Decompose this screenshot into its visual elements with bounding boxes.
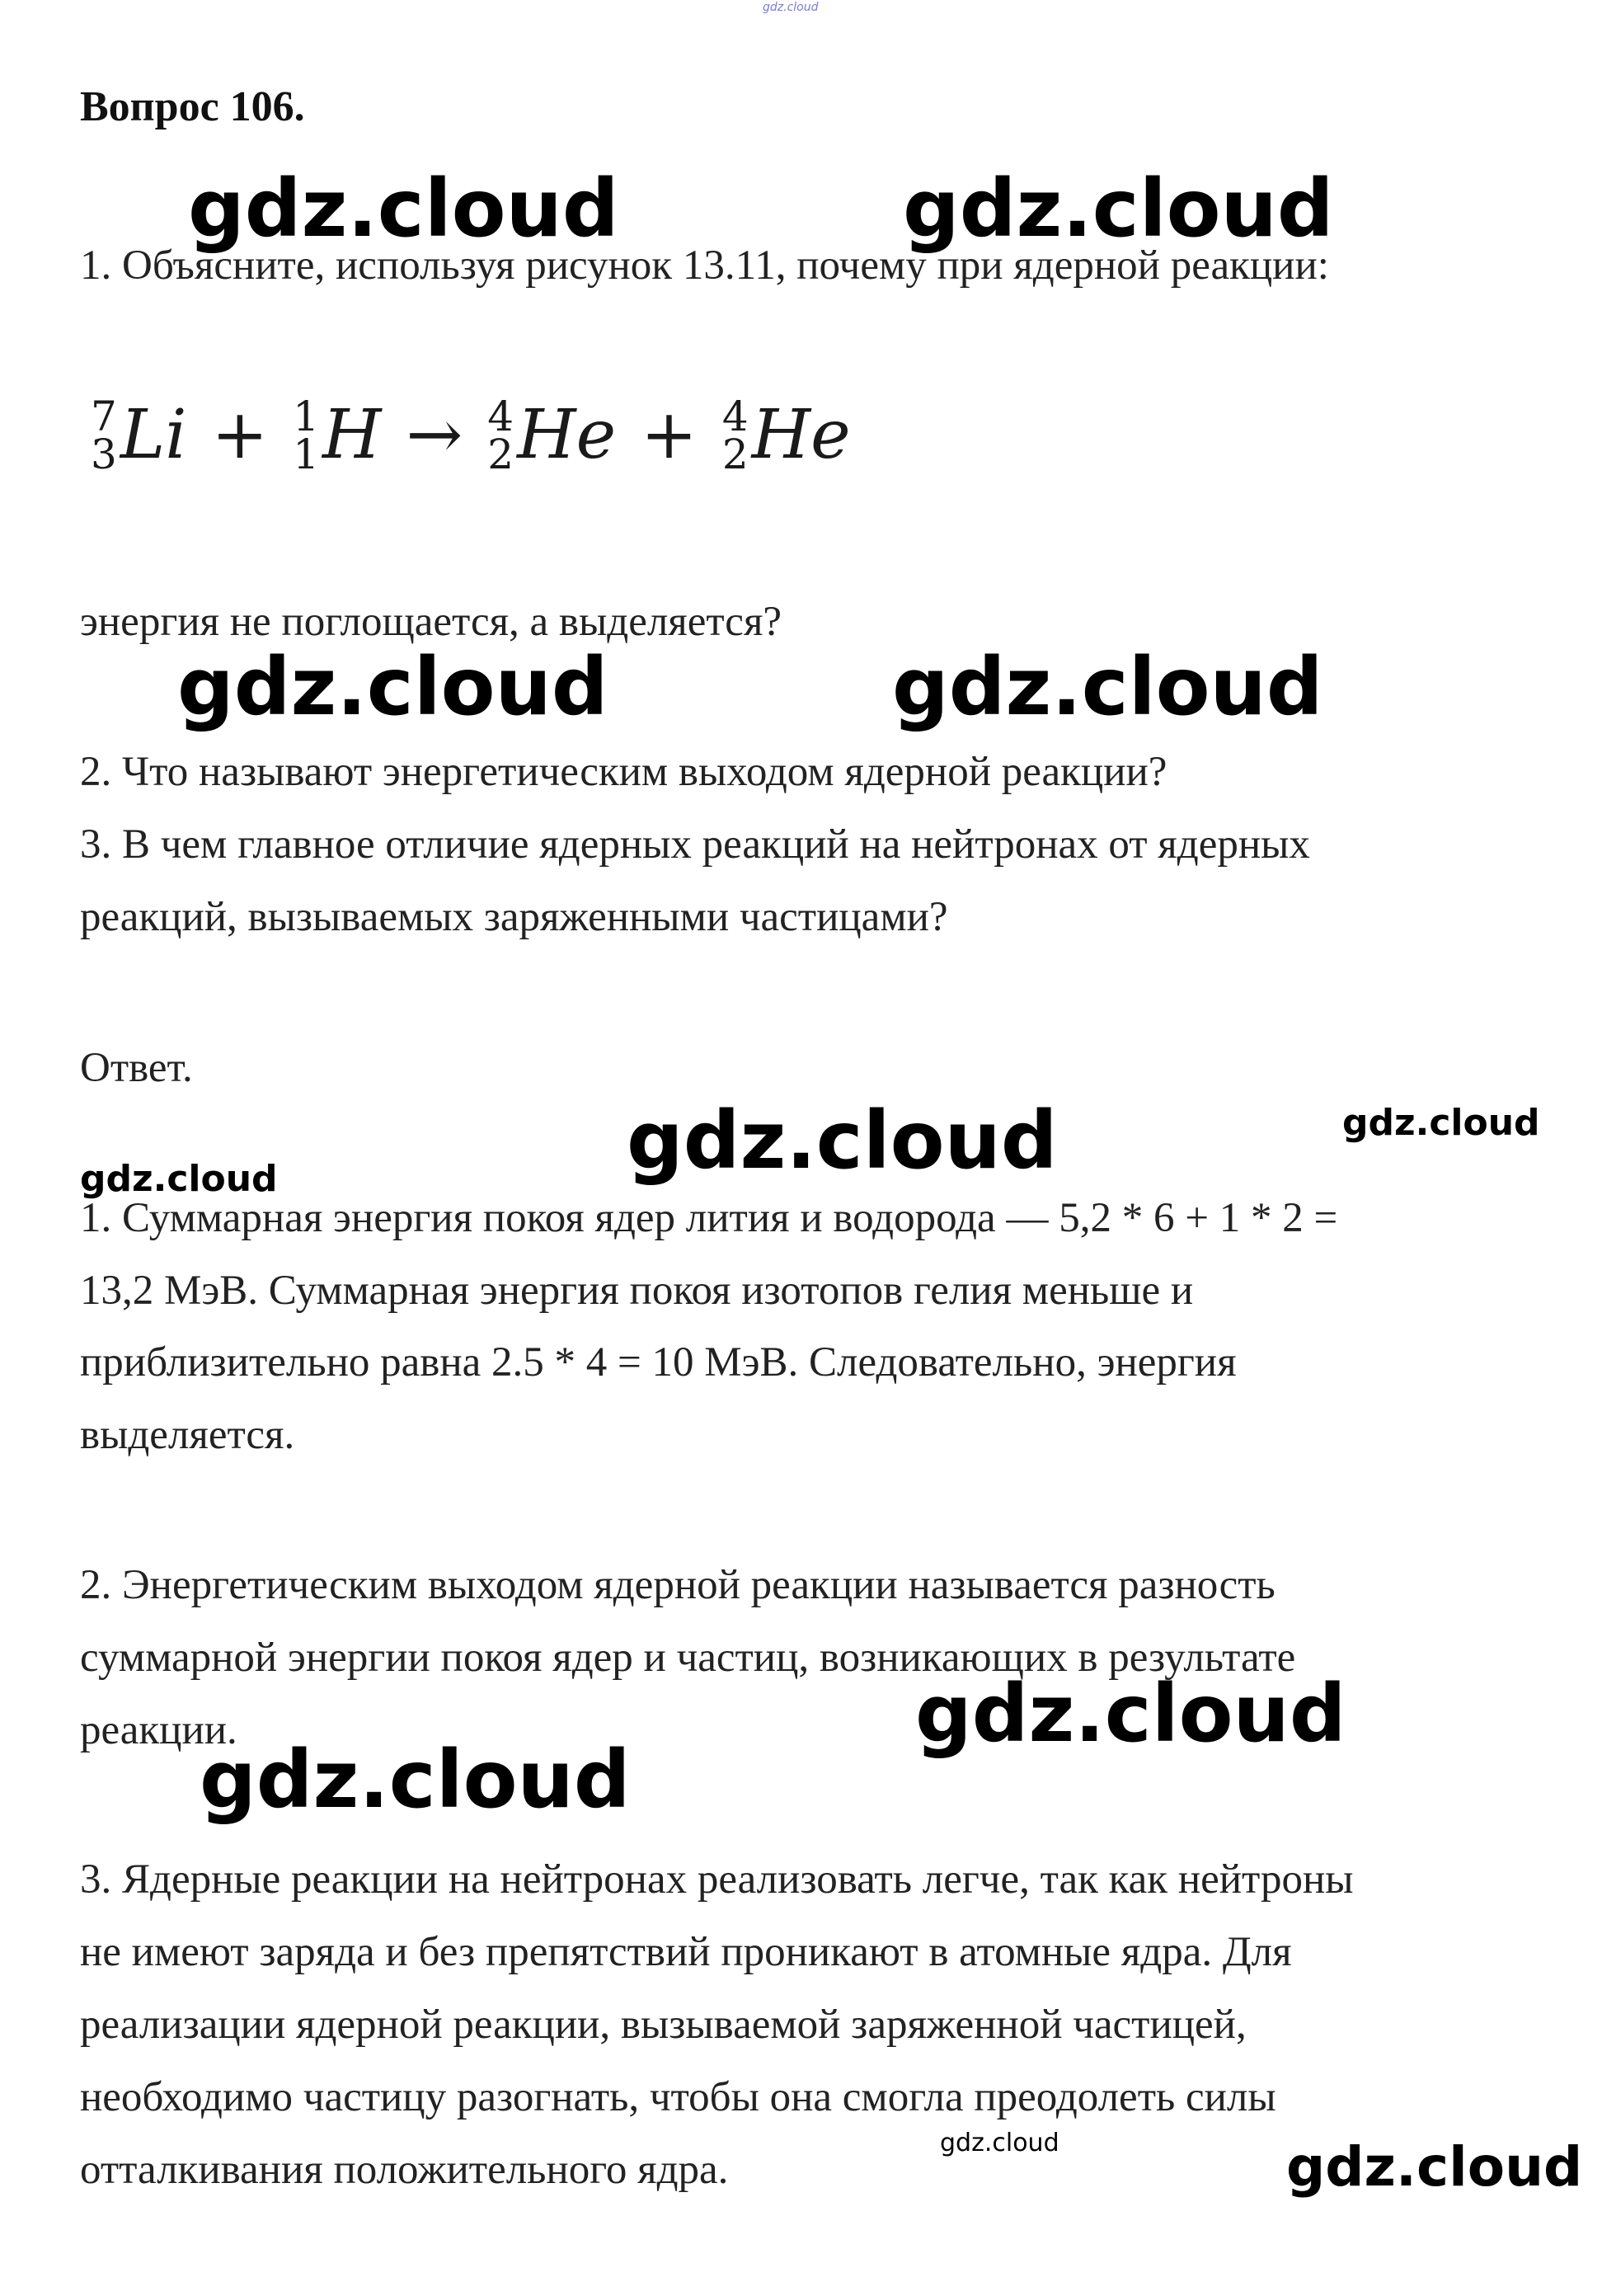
answer-2-line-2: суммарной энергии покоя ядер и частиц, возникающих в результате	[80, 1635, 1296, 1681]
nuclide-helium-2	[721, 392, 851, 478]
nuclide-helium-1	[487, 392, 617, 478]
mass-number: 4	[487, 392, 514, 440]
answer-2-line-1: 2. Энергетическим выходом ядерной реакции называется разность	[80, 1562, 1275, 1608]
watermark: gdz.cloud	[627, 1094, 1058, 1187]
plus-sign: +	[211, 396, 269, 474]
element-symbol: He	[751, 396, 851, 474]
watermark: gdz.cloud	[200, 1734, 631, 1826]
nuclear-reaction-equation	[91, 392, 851, 478]
question-1-tail: энергия не поглощается, а выделяется?	[80, 599, 782, 645]
answer-3-line-1: 3. Ядерные реакции на нейтронах реализовать легче, так как нейтроны	[80, 1856, 1354, 1903]
watermark: gdz.cloud	[940, 2129, 1059, 2157]
charge-number: 2	[487, 430, 514, 478]
reaction-arrow: →	[406, 396, 463, 474]
header-watermark: gdz.cloud	[763, 1, 819, 14]
watermark: gdz.cloud	[915, 1668, 1346, 1760]
nuclide-lithium	[91, 392, 187, 478]
watermark: gdz.cloud	[177, 641, 608, 733]
watermark: gdz.cloud	[188, 162, 619, 255]
answer-label: Ответ.	[80, 1045, 193, 1091]
watermark: gdz.cloud	[892, 641, 1323, 733]
mass-number: 1	[293, 392, 320, 440]
answer-1-line-2: 13,2 МэВ. Суммарная энергия покоя изотопов гелия меньше и	[80, 1268, 1194, 1314]
watermark: gdz.cloud	[903, 162, 1334, 255]
question-3-line-2: реакций, вызываемых заряженными частицами?	[80, 894, 948, 940]
watermark: gdz.cloud	[1286, 2135, 1583, 2199]
charge-number: 3	[91, 430, 117, 478]
element-symbol: H	[322, 396, 382, 474]
mass-number: 4	[721, 392, 749, 440]
element-symbol: He	[517, 396, 617, 474]
mass-number: 7	[91, 392, 117, 440]
watermark: gdz.cloud	[1342, 1102, 1540, 1144]
question-1-text: 1. Объясните, используя рисунок 13.11, почему при ядерной реакции:	[80, 242, 1329, 289]
answer-2-line-3: реакции.	[80, 1707, 237, 1753]
answer-1-line-3: приблизительно равна 2.5 * 4 = 10 МэВ. Следовательно, энергия	[80, 1339, 1237, 1386]
answer-3-line-4: необходимо частицу разогнать, чтобы она смогла преодолеть силы	[80, 2074, 1276, 2120]
answer-1-line-4: выделяется.	[80, 1412, 295, 1458]
element-symbol: Li	[120, 396, 187, 474]
question-2-text: 2. Что называют энергетическим выходом ядерной реакции?	[80, 749, 1167, 795]
answer-1-line-1: 1. Суммарная энергия покоя ядер лития и водорода — 5,2 * 6 + 1 * 2 =	[80, 1195, 1338, 1241]
watermark: gdz.cloud	[80, 1158, 278, 1200]
nuclide-hydrogen	[293, 392, 382, 478]
charge-number: 2	[721, 430, 749, 478]
answer-3-line-2: не имеют заряда и без препятствий проникают в атомные ядра. Для	[80, 1929, 1292, 1975]
question-3-line-1: 3. В чем главное отличие ядерных реакций на нейтронах от ядерных	[80, 821, 1310, 868]
answer-3-line-3: реализации ядерной реакции, вызываемой заряженной частицей,	[80, 2002, 1247, 2048]
question-title: Вопрос 106.	[80, 83, 305, 130]
charge-number: 1	[293, 430, 320, 478]
answer-3-line-5: отталкивания положительного ядра.	[80, 2147, 729, 2193]
plus-sign: +	[641, 396, 698, 474]
